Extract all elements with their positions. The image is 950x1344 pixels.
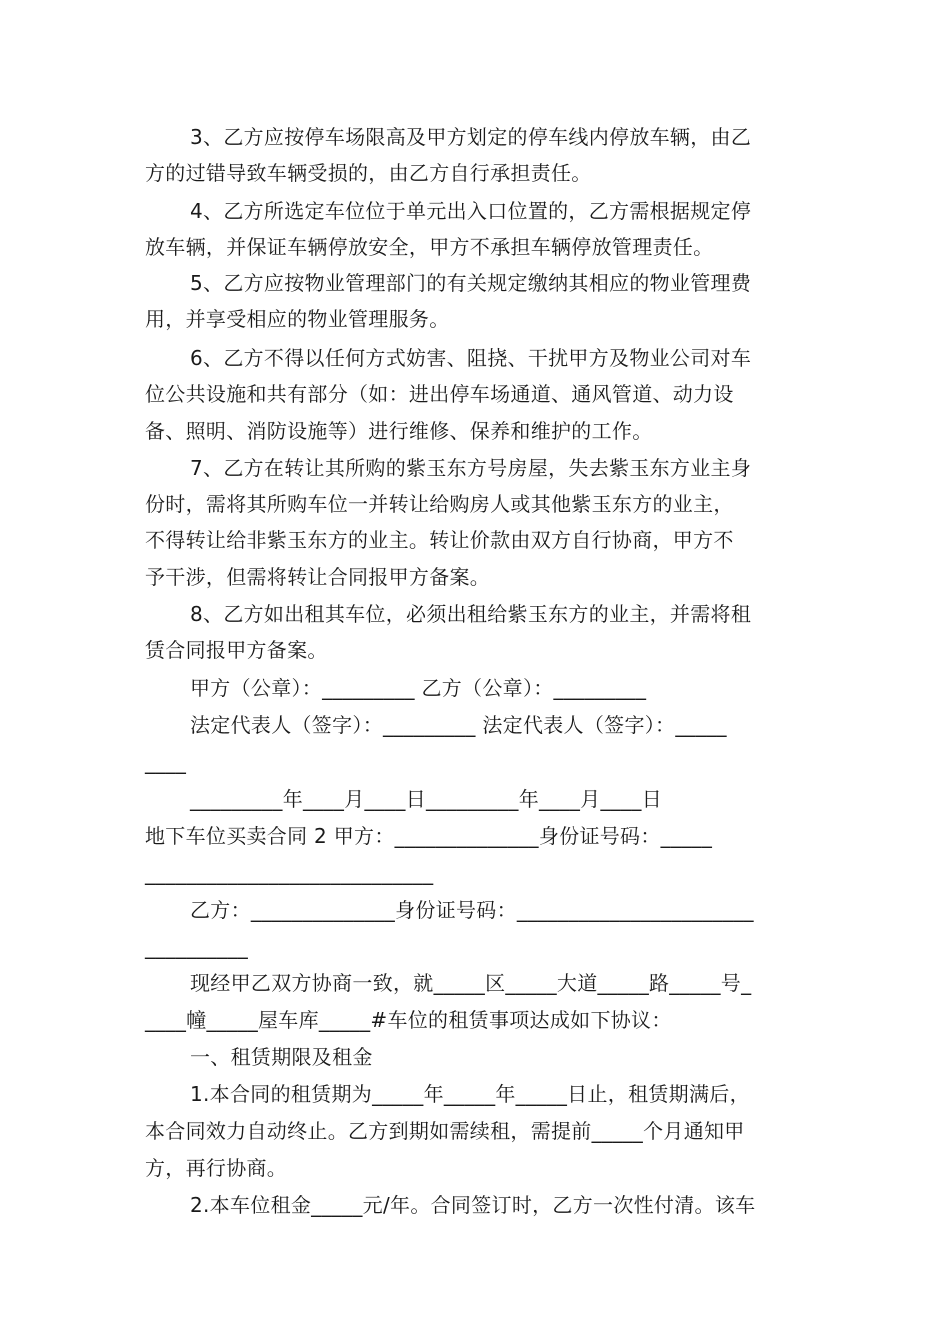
- text-line: __________: [145, 935, 248, 959]
- text-line: 方的过错导致车辆受损的，由乙方自行承担责任。: [145, 161, 592, 185]
- text-line: ____: [145, 750, 187, 774]
- text-line: 5、乙方应按物业管理部门的有关规定缴纳其相应的物业管理费: [190, 271, 752, 295]
- text-line: 6、乙方不得以任何方式妨害、阻挠、干扰甲方及物业公司对车: [190, 346, 752, 370]
- text-line: 放车辆，并保证车辆停放安全，甲方不承担车辆停放管理责任。: [145, 235, 714, 259]
- contract-title-line: 地下车位买卖合同 2 甲方：______________身份证号码：_____: [145, 824, 713, 848]
- text-line: 4、乙方所选定车位位于单元出入口位置的，乙方需根据规定停: [190, 199, 752, 223]
- text-line: 份时，需将其所购车位一并转让给购房人或其他紫玉东方的业主，: [145, 492, 734, 516]
- text-line: 方，再行协商。: [145, 1156, 288, 1180]
- text-line: 3、乙方应按停车场限高及甲方划定的停车线内停放车辆，由乙: [190, 125, 752, 149]
- text-line: 备、照明、消防设施等）进行维修、保养和维护的工作。: [145, 419, 653, 443]
- text-line: 赁合同报甲方备案。: [145, 638, 328, 662]
- text-line: 不得转让给非紫玉东方的业主。转让价款由双方自行协商，甲方不: [145, 528, 734, 552]
- text-line: 2.本车位租金_____元/年。合同签订时，乙方一次性付清。该车: [190, 1193, 756, 1217]
- date-line: _________年____月____日_________年____月____日: [190, 787, 662, 811]
- section-heading: 一、租赁期限及租金: [190, 1045, 373, 1069]
- text-line: ____幢_____屋车库_____#车位的租赁事项达成如下协议：: [145, 1008, 672, 1032]
- text-line: ____________________________: [145, 861, 434, 885]
- text-line: 1.本合同的租赁期为_____年_____年_____日止，租赁期满后，: [190, 1082, 750, 1106]
- signature-line-representatives: 法定代表人（签字）：_________ 法定代表人（签字）：_____: [190, 713, 727, 737]
- text-line: 8、乙方如出租其车位，必须出租给紫玉东方的业主，并需将租: [190, 602, 752, 626]
- text-line: 予干涉，但需将转让合同报甲方备案。: [145, 565, 491, 589]
- text-line: 7、乙方在转让其所购的紫玉东方号房屋，失去紫玉东方业主身: [190, 456, 752, 480]
- text-line: 现经甲乙双方协商一致，就_____区_____大道_____路_____号_: [190, 971, 752, 995]
- text-line: 本合同效力自动终止。乙方到期如需续租，需提前_____个月通知甲: [145, 1119, 745, 1143]
- party-b-line: 乙方：______________身份证号码：_______________________: [190, 898, 754, 922]
- text-line: 用，并享受相应的物业管理服务。: [145, 307, 450, 331]
- text-line: 位公共设施和共有部分（如：进出停车场通道、通风管道、动力设: [145, 382, 734, 406]
- signature-line-seals: 甲方（公章）：_________ 乙方（公章）：_________: [190, 676, 647, 700]
